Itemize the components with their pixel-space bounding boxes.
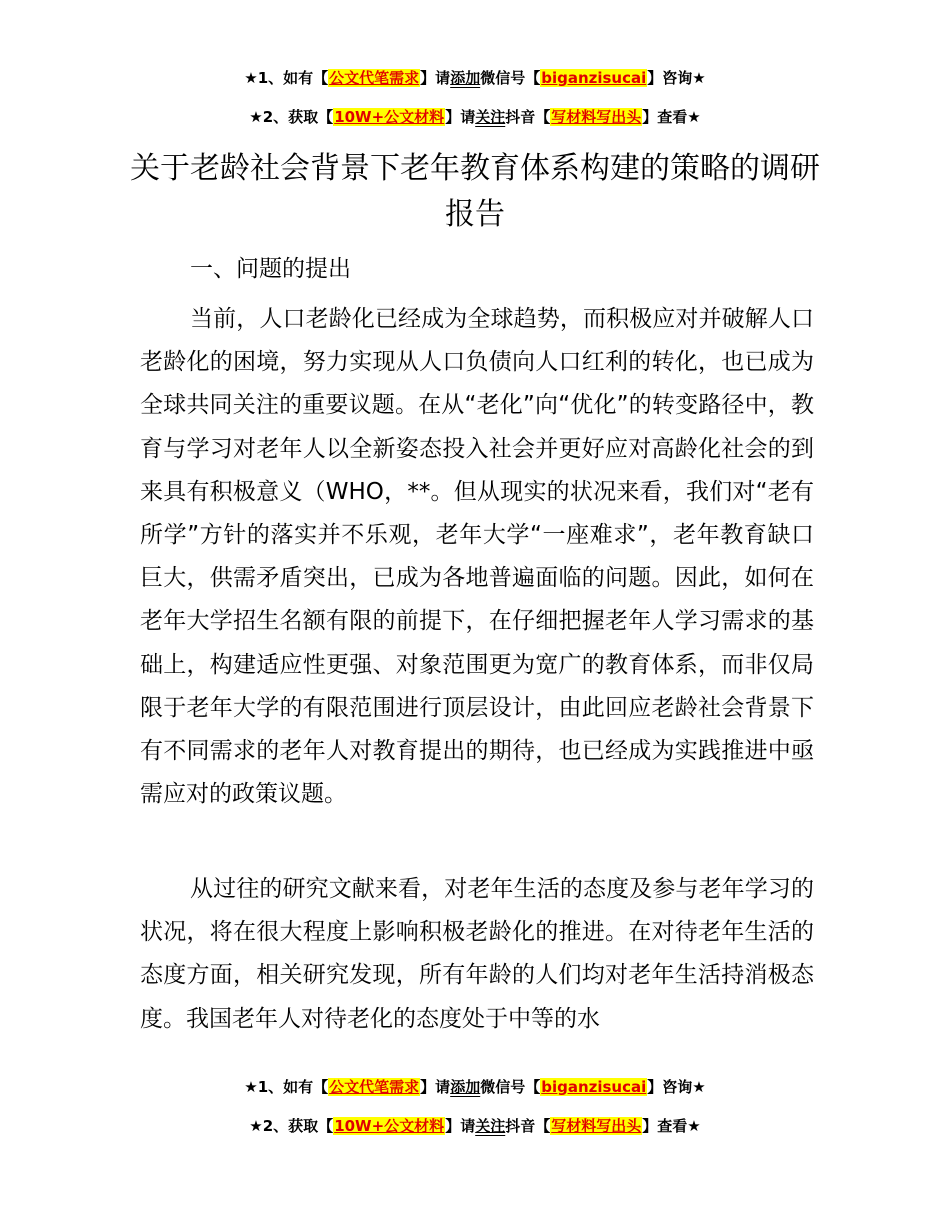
banner-text: ★2、获取【 bbox=[249, 1117, 334, 1135]
banner-highlight-service: 公文代笔需求 bbox=[329, 69, 420, 87]
banner-text: 】咨询★ bbox=[647, 69, 706, 87]
banner-text: 】咨询★ bbox=[647, 1078, 706, 1096]
section-heading: 一、问题的提出 bbox=[190, 256, 351, 282]
banner-text: 】查看★ bbox=[642, 108, 701, 126]
banner-text: 】请 bbox=[420, 69, 451, 87]
body-paragraph-2: 从过往的研究文献来看，对老年生活的态度及参与老年学习的状况，将在很大程度上影响积极老龄化的推进。在对待老年生活的态度方面，相关研究发现，所有年龄的人们均对老年生活持消极态度。我国老年人对待老化的态度处于中等的水 bbox=[140, 876, 814, 1032]
banner-highlight-wechat-id: biganzisucai bbox=[541, 69, 647, 87]
banner-text-emphasis: 添加 bbox=[450, 1078, 481, 1096]
banner-text: 抖音【 bbox=[505, 108, 551, 126]
banner-highlight-wechat-id: biganzisucai bbox=[541, 1078, 647, 1096]
banner-highlight-service: 公文代笔需求 bbox=[329, 1078, 420, 1096]
banner-text: 】查看★ bbox=[642, 1117, 701, 1135]
banner-highlight-materials: 10W+公文材料 bbox=[334, 108, 445, 126]
header-banner-line-1 bbox=[0, 67, 950, 89]
banner-text-emphasis: 添加 bbox=[450, 69, 481, 87]
banner-highlight-materials: 10W+公文材料 bbox=[334, 1117, 445, 1135]
banner-text-emphasis: 关注 bbox=[475, 1117, 506, 1135]
banner-text: 抖音【 bbox=[505, 1117, 551, 1135]
banner-text: 】请 bbox=[445, 108, 476, 126]
banner-text: 微信号【 bbox=[480, 69, 541, 87]
banner-text: ★2、获取【 bbox=[249, 108, 334, 126]
banner-text: 微信号【 bbox=[480, 1078, 541, 1096]
banner-text: 】请 bbox=[420, 1078, 451, 1096]
banner-highlight-douyin: 写材料写出头 bbox=[551, 108, 642, 126]
banner-highlight-douyin: 写材料写出头 bbox=[551, 1117, 642, 1135]
banner-text: ★1、如有【 bbox=[244, 69, 329, 87]
document-title: 关于老龄社会背景下老年教育体系构建的策略的调研报告 bbox=[130, 151, 820, 232]
footer-banner-line-1 bbox=[0, 1076, 950, 1098]
banner-text: 】请 bbox=[445, 1117, 476, 1135]
header-banner-line-2 bbox=[0, 106, 950, 128]
body-paragraph-1: 当前，人口老龄化已经成为全球趋势，而积极应对并破解人口老龄化的困境，努力实现从人口负债向人口红利的转化，也已成为全球共同关注的重要议题。在从“老化”向“优化”的转变路径中，教育与学习对老年人以全新姿态投入社会并更好应对高龄化社会的到来具有积极意义（WHO，**。但从现实的状况来看，我们对“老有所学”方针的落实并不乐观，老年大学“一座难求”，老年教育缺口巨大，供需矛盾突出，已成为各地普遍面临的问题。因此，如何在老年大学招生名额有限的前提下，在仔细把握老年人学习需求的基础上，构建适应性更强、对象范围更为宽广的教育体系，而非仅局限于老年大学的有限范围进行顶层设计，由此回应老龄社会背景下有不同需求的老年人对教育提出的期待，也已经成为实践推进中亟需应对的政策议题。 bbox=[140, 306, 814, 808]
banner-text: ★1、如有【 bbox=[244, 1078, 329, 1096]
banner-text-emphasis: 关注 bbox=[475, 108, 506, 126]
footer-banner-line-2 bbox=[0, 1115, 950, 1137]
